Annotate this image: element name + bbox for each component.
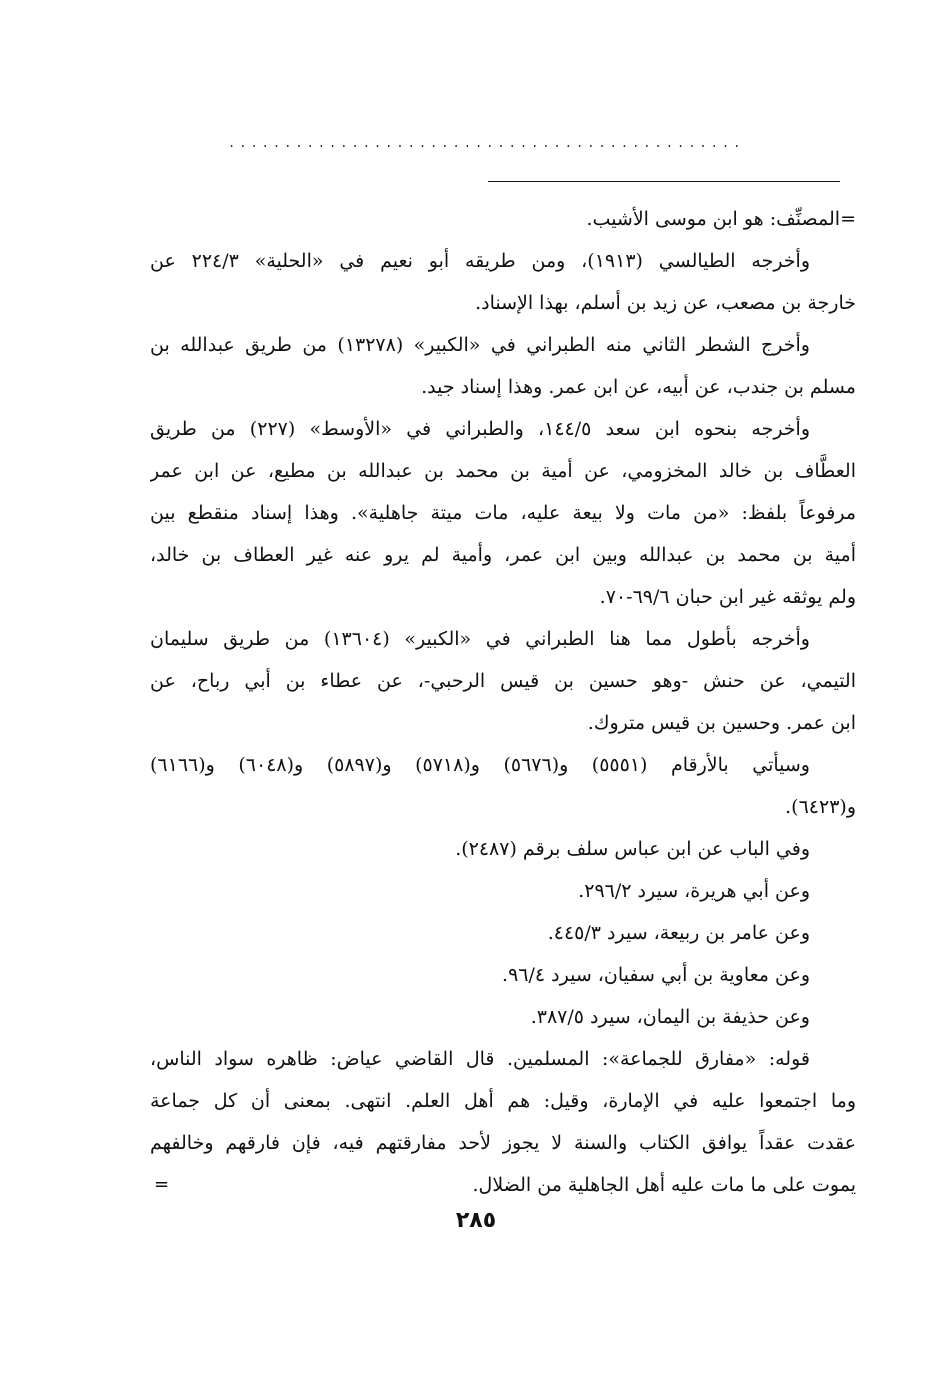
footnote-line-text: وأخرجه الطيالسي (١٩١٣)، ومن طريقه أبو نعيم في «الحلية» ٢٢٤/٣ عن [150, 250, 810, 272]
footnote-line-text: =المصنِّف: هو ابن موسى الأشيب. [586, 208, 856, 230]
footnote-line [150, 912, 856, 954]
footnote-line [150, 1038, 856, 1080]
continuation-marker: = [154, 1174, 170, 1195]
footnote-line [150, 324, 856, 366]
footnote-line [150, 408, 856, 450]
footnote-line-text: عقدت عقداً يوافق الكتاب والسنة لا يجوز لأحد مفارقتهم فيه، فإن فارقهم وخالفهم [150, 1132, 856, 1154]
footnote-line-text: قوله: «مفارق للجماعة»: المسلمين. قال القاضي عياض: ظاهره سواد الناس، [150, 1048, 810, 1070]
footnote-line-text: أمية بن محمد بن عبدالله وبين ابن عمر، وأمية لم يرو عنه غير العطاف بن خالد، [150, 544, 856, 566]
footnote-line-text: العطَّاف بن خالد المخزومي، عن أمية بن محمد بن عبدالله بن مطيع، عن ابن عمر [150, 460, 856, 482]
page-number: ٢٨٥ [455, 1208, 497, 1233]
footnote-line-text: ولم يوثقه غير ابن حبان ٦٩/٦-٧٠. [599, 586, 856, 608]
footnote-line [150, 492, 856, 534]
footnote-line-text: وفي الباب عن ابن عباس سلف برقم (٢٤٨٧). [455, 838, 810, 860]
footnote-line [150, 198, 856, 240]
footnote-line-text: ابن عمر. وحسين بن قيس متروك. [587, 712, 856, 734]
footnote-line-text: خارجة بن مصعب، عن زيد بن أسلم، بهذا الإسناد. [475, 292, 856, 314]
footnote-line-text: وعن حذيفة بن اليمان، سيرد ٣٨٧/٥. [530, 1006, 810, 1028]
footnote-line [150, 870, 856, 912]
footnote-line [150, 1122, 856, 1164]
footnote-line-text: وما اجتمعوا عليه في الإمارة، وقيل: هم أهل العلم. انتهى. بمعنى أن كل جماعة [150, 1090, 856, 1112]
footnote-line-text: وأخرجه بنحوه ابن سعد ١٤٤/٥، والطبراني في «الأوسط» (٢٢٧) من طريق [150, 418, 810, 440]
footnote-line [150, 954, 856, 996]
footnote-line [150, 282, 856, 324]
footnote-line [150, 828, 856, 870]
footnote-line-text: يموت على ما مات عليه أهل الجاهلية من الضلال. [472, 1174, 856, 1196]
footnote-line [150, 996, 856, 1038]
footnote-line [150, 618, 856, 660]
footnote-line-text: مسلم بن جندب، عن أبيه، عن ابن عمر. وهذا إسناد جيد. [421, 376, 856, 398]
footnote-line-text: وعن أبي هريرة، سيرد ٢٩٦/٢. [578, 880, 810, 902]
footnote-line [150, 702, 856, 744]
footnote-line [150, 660, 856, 702]
footnote-line-text: التيمي، عن حنش -وهو حسين بن قيس الرحبي-، عن عطاء بن أبي رباح، عن [150, 670, 856, 692]
footnote-line-text: وأخرجه بأطول مما هنا الطبراني في «الكبير» (١٣٦٠٤) من طريق سليمان [150, 628, 810, 650]
footnotes-block [150, 198, 856, 1206]
footnote-line [150, 534, 856, 576]
footnote-rule [488, 181, 840, 182]
footnote-line [150, 240, 856, 282]
footnote-line-text: وعن معاوية بن أبي سفيان، سيرد ٩٦/٤. [502, 964, 810, 986]
footnote-line-text: مرفوعاً بلفظ: «من مات ولا بيعة عليه، مات ميتة جاهلية». وهذا إسناد منقطع بين [150, 502, 856, 524]
footnote-line-text: وعن عامر بن ربيعة، سيرد ٤٤٥/٣. [547, 922, 810, 944]
footnote-line [150, 744, 856, 786]
footnote-line-text: وأخرج الشطر الثاني منه الطبراني في «الكبير» (١٣٢٧٨) من طريق عبدالله بن [150, 334, 810, 356]
footnote-line [150, 450, 856, 492]
footnote-line-text: وسيأتي بالأرقام (٥٥٥١) و(٥٦٧٦) و(٥٧١٨) و(٥٨٩٧) و(٦٠٤٨) و(٦١٦٦) [150, 754, 810, 776]
footnote-line [150, 366, 856, 408]
footnote-line [150, 1080, 856, 1122]
footnote-line [150, 786, 856, 828]
footnote-line [150, 1164, 856, 1206]
footnote-line [150, 576, 856, 618]
separator-dots: .............................................. [228, 136, 745, 150]
footnote-line-text: و(٦٤٢٣). [785, 796, 856, 818]
